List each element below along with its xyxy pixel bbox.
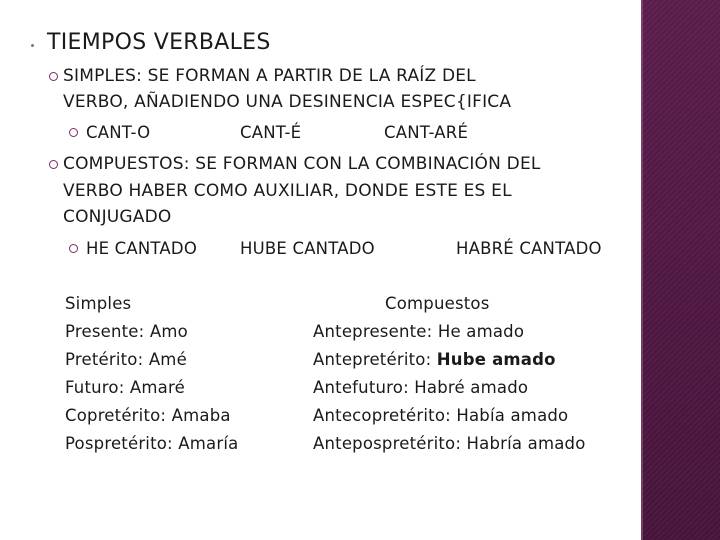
compuestos-bullet-icon <box>49 160 58 169</box>
simples-row <box>65 434 238 453</box>
compuestos-row <box>313 406 568 425</box>
compuestos-row-value: He amado <box>437 322 525 341</box>
simples-list-heading: Simples <box>65 294 132 313</box>
simples-line-2: VERBO, AÑADIENDO UNA DESINENCIA ESPEC{IFICA <box>63 92 512 112</box>
simples-example-3: CANT-ARÉ <box>384 123 469 142</box>
compuestos-example-1: HE CANTADO <box>86 239 198 258</box>
slide-title: TIEMPOS VERBALES <box>47 30 271 55</box>
simples-example-1: CANT-O <box>86 123 151 142</box>
compuestos-row-label: Antefuturo: <box>313 378 409 397</box>
simples-row-label: Futuro: <box>65 378 125 397</box>
compuestos-row <box>313 378 528 397</box>
compuestos-row-value: Habré amado <box>414 378 529 397</box>
simples-row <box>65 322 188 341</box>
simples-row <box>65 406 231 425</box>
simples-example-2: CANT-É <box>240 123 302 142</box>
simples-row-value: Amaba <box>171 406 231 425</box>
simples-line-1: SIMPLES: SE FORMAN A PARTIR DE LA RAÍZ DEL <box>63 66 476 86</box>
compuestos-row-value: Había amado <box>456 406 569 425</box>
compuestos-row <box>313 350 556 369</box>
compuestos-example-3: HABRÉ CANTADO <box>456 239 602 258</box>
compuestos-row-label: Antepospretérito: <box>313 434 462 453</box>
compuestos-row-value: Hube amado <box>436 350 556 369</box>
compuestos-line-1: COMPUESTOS: SE FORMAN CON LA COMBINACIÓN DEL <box>63 154 541 174</box>
simples-row-value: Amé <box>148 350 187 369</box>
simples-row <box>65 350 187 369</box>
compuestos-row <box>313 434 586 453</box>
compuestos-line-2: VERBO HABER COMO AUXILIAR, DONDE ESTE ES EL <box>63 181 512 201</box>
simples-row-label: Pospretérito: <box>65 434 173 453</box>
compuestos-list-heading: Compuestos <box>385 294 490 313</box>
simples-row-value: Amo <box>149 322 188 341</box>
compuestos-row-label: Antepresente: <box>313 322 433 341</box>
simples-row-value: Amaré <box>129 378 185 397</box>
compuestos-row <box>313 322 524 341</box>
title-bullet-icon <box>31 44 34 47</box>
compuestos-row-label: Antepretérito: <box>313 350 432 369</box>
simples-bullet-icon <box>49 72 58 81</box>
compuestos-examples-bullet-icon <box>69 244 78 253</box>
simples-row-label: Pretérito: <box>65 350 144 369</box>
simples-row-label: Presente: <box>65 322 145 341</box>
compuestos-row-value: Habría amado <box>466 434 586 453</box>
compuestos-row-label: Antecopretérito: <box>313 406 451 425</box>
compuestos-example-2: HUBE CANTADO <box>240 239 375 258</box>
sidebar-texture <box>641 0 720 540</box>
simples-row-value: Amaría <box>178 434 239 453</box>
simples-row-label: Copretérito: <box>65 406 167 425</box>
simples-examples-bullet-icon <box>69 128 78 137</box>
simples-row <box>65 378 185 397</box>
compuestos-line-3: CONJUGADO <box>63 207 172 227</box>
sidebar-edge <box>641 0 643 540</box>
